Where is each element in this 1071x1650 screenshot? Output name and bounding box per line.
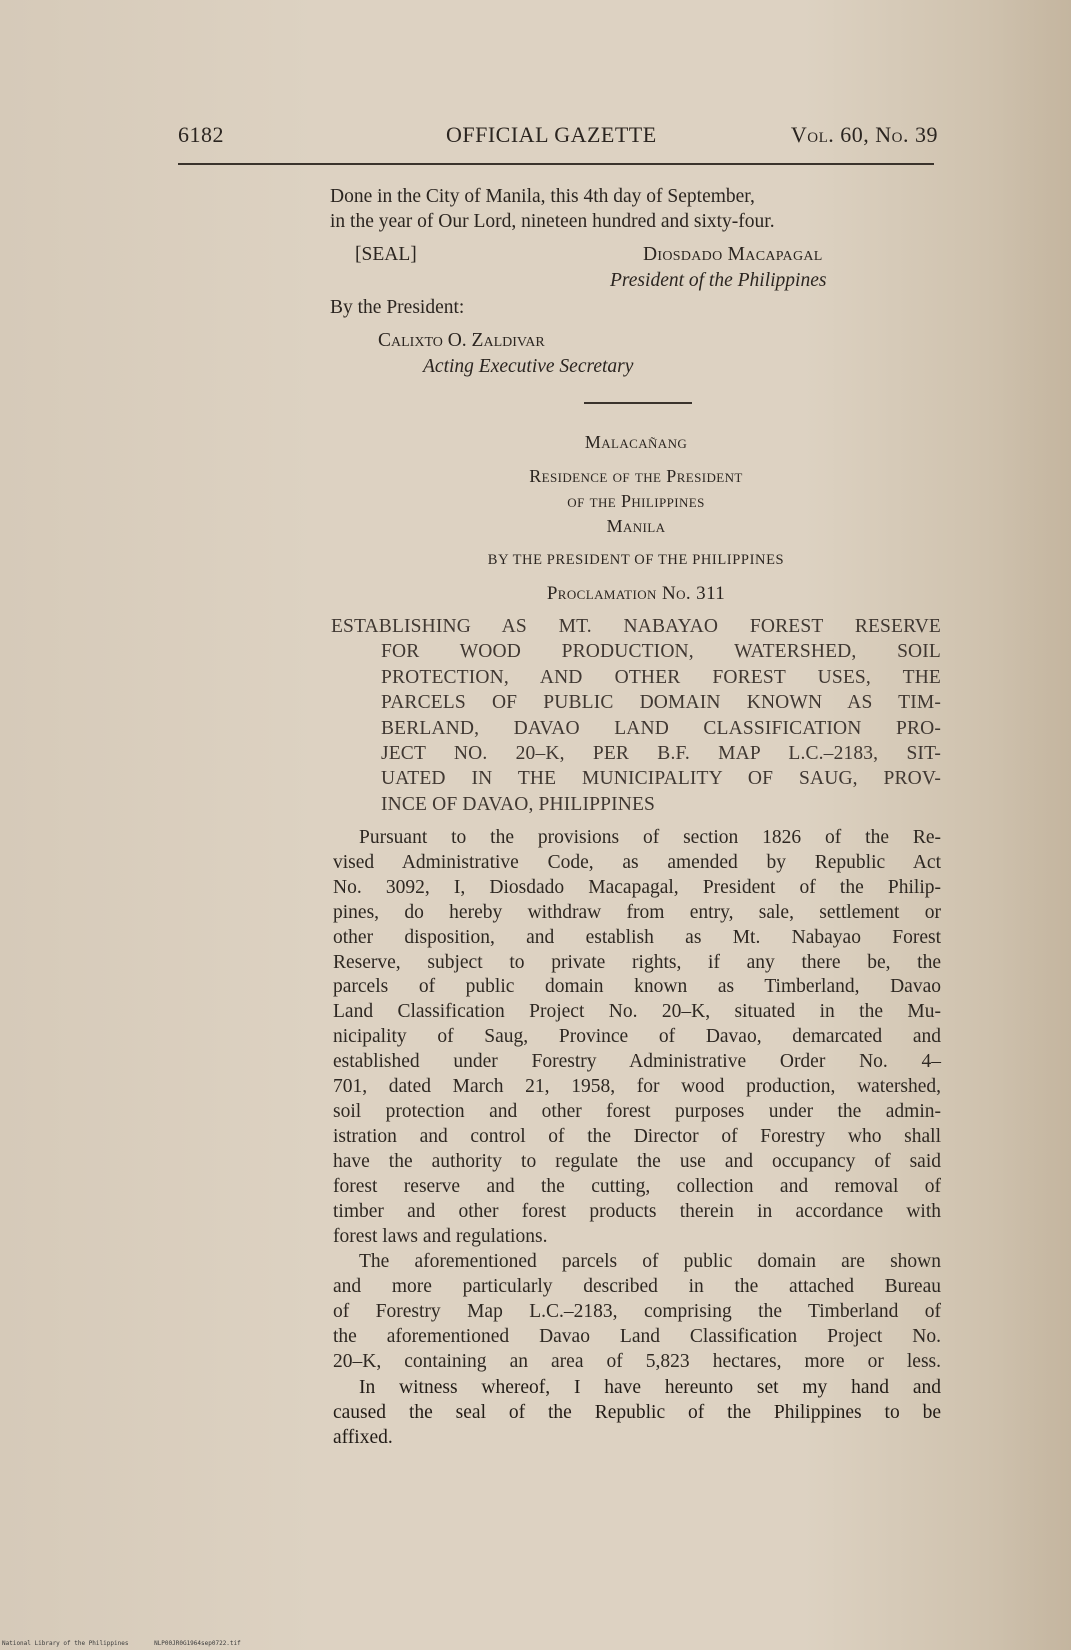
title-line: PROTECTION, AND OTHER FOREST USES, THE: [381, 666, 941, 688]
body-line: caused the seal of the Republic of the Philippines to be: [333, 1401, 941, 1423]
body-line: and more particularly described in the attached Bureau: [333, 1275, 941, 1297]
body-line: forest reserve and the cutting, collection and removal of: [333, 1175, 941, 1197]
secretary-title: Acting Executive Secretary: [423, 356, 634, 377]
title-line: INCE OF DAVAO, PHILIPPINES: [381, 793, 656, 815]
title-line: FOR WOOD PRODUCTION, WATERSHED, SOIL: [381, 641, 941, 663]
footer-library: National Library of the Philippines: [2, 1640, 129, 1647]
by-the-president-heading: BY THE PRESIDENT OF THE PHILIPPINES: [487, 552, 785, 568]
proclamation-title: [331, 614, 941, 817]
body-line: 20–K, containing an area of 5,823 hectares, more or less.: [333, 1350, 941, 1372]
by-the-president: By the President:: [330, 297, 465, 318]
footer-filename: NLP00JR0G1964sep0722.tif: [154, 1640, 241, 1647]
page-header: [178, 122, 938, 154]
paragraph-parcels: [333, 1250, 941, 1375]
body-line: forest laws and regulations.: [333, 1225, 548, 1247]
title-line: UATED IN THE MUNICIPALITY OF SAUG, PROV-: [381, 768, 941, 790]
secretary-signature-block: [330, 328, 942, 380]
title-line: PARCELS OF PUBLIC DOMAIN KNOWN AS TIM-: [381, 692, 941, 714]
body-line: parcels of public domain known as Timberland, Davao: [333, 976, 941, 998]
paragraph-pursuant: [333, 826, 941, 1249]
secretary-name: Calixto O. Zaldivar: [378, 330, 545, 351]
closing-statement: [330, 184, 942, 234]
body-line: affixed.: [333, 1426, 393, 1448]
body-line: timber and other forest products therein in accordance with: [333, 1200, 941, 1222]
body-line: Pursuant to the provisions of section 1826 of the Re-: [359, 827, 941, 848]
body-line: Reserve, subject to private rights, if any there be, the: [333, 951, 941, 973]
volume-number: Vol. 60, No. 39: [790, 122, 938, 147]
title-line: BERLAND, DAVAO LAND CLASSIFICATION PRO-: [381, 717, 941, 739]
president-title: President of the Philippines: [610, 270, 827, 291]
title-line: JECT NO. 20–K, PER B.F. MAP L.C.–2183, SIT-: [381, 743, 941, 765]
residence-line: Residence of the President: [529, 466, 743, 486]
body-line: soil protection and other forest purposes under the admin-: [333, 1100, 941, 1122]
paragraph-witness: [333, 1376, 941, 1451]
title-line: ESTABLISHING AS MT. NABAYAO FOREST RESERVE: [331, 616, 941, 637]
body-line: In witness whereof, I have hereunto set my hand and: [359, 1377, 941, 1398]
malacanang-heading: Malacañang: [584, 432, 688, 452]
page-number: 6182: [178, 122, 224, 147]
closing-line: in the year of Our Lord, nineteen hundred and sixty-four.: [330, 211, 775, 232]
residence-line: of the Philippines: [567, 491, 705, 511]
body-line: No. 3092, I, Diosdado Macapagal, President of the Philip-: [333, 876, 941, 898]
closing-line: Done in the City of Manila, this 4th day of September,: [330, 186, 755, 207]
body-line: established under Forestry Administrative Order No. 4–: [333, 1051, 941, 1073]
body-line: have the authority to regulate the use and occupancy of said: [333, 1150, 941, 1172]
body-line: nicipality of Saug, Province of Davao, demarcated and: [333, 1026, 941, 1048]
body-line: of Forestry Map L.C.–2183, comprising the Timberland of: [333, 1300, 941, 1322]
section-divider: [584, 402, 692, 404]
body-line: other disposition, and establish as Mt. Nabayao Forest: [333, 926, 941, 948]
body-line: the aforementioned Davao Land Classification Project No.: [333, 1325, 941, 1347]
body-line: pines, do hereby withdraw from entry, sale, settlement or: [333, 901, 941, 923]
body-line: 701, dated March 21, 1958, for wood production, watershed,: [333, 1076, 941, 1098]
header-rule: [178, 163, 934, 165]
body-line: Land Classification Project No. 20–K, situated in the Mu-: [333, 1001, 941, 1023]
president-signature-block: [330, 242, 942, 292]
seal-label: [SEAL]: [355, 244, 417, 265]
manila-heading: Manila: [606, 516, 666, 536]
body-line: istration and control of the Director of Forestry who shall: [333, 1125, 941, 1147]
scan-footer: [2, 1640, 263, 1647]
gazette-title: OFFICIAL GAZETTE: [446, 122, 657, 147]
proclamation-number: Proclamation No. 311: [546, 583, 726, 604]
body-line: The aforementioned parcels of public domain are shown: [359, 1251, 941, 1272]
president-name: Diosdado Macapagal: [643, 244, 823, 265]
body-line: vised Administrative Code, as amended by Republic Act: [333, 851, 941, 873]
